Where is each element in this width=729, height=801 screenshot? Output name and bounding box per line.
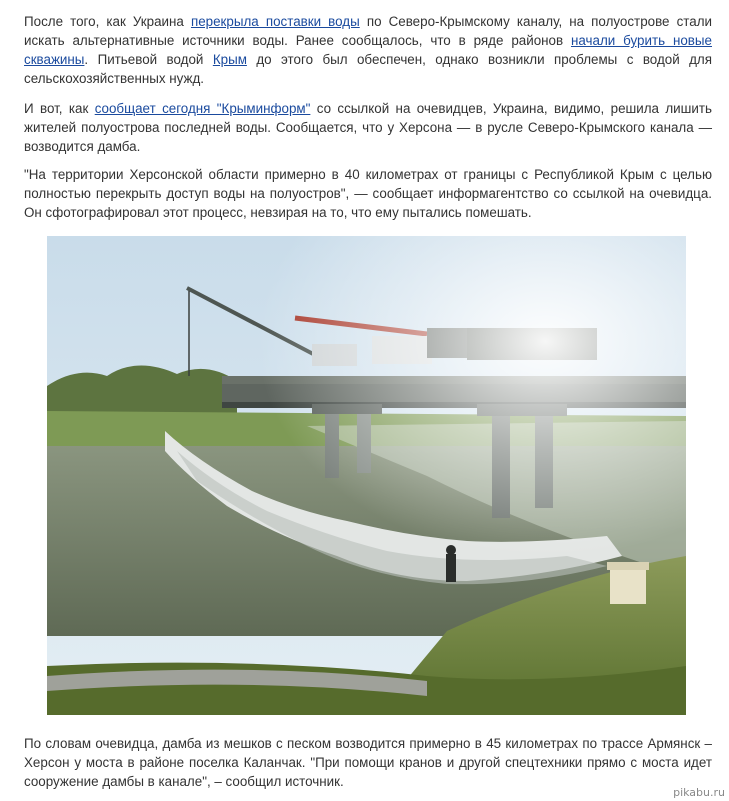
pikabu-watermark: pikabu.ru: [673, 786, 725, 799]
link-krymimform[interactable]: сообщает сегодня "Крыминформ": [94, 101, 311, 116]
paragraph-eyewitness: По словам очевидца, дамба из мешков с песком возводится примерно в 45 километрах по трассе Армянск – Херсон у моста в районе поселка Каланчак. "При помощи кранов и другой спецтехники прямо с моста идет сооружение дамбы в канале", – сообщил источник.: [24, 736, 712, 789]
text: И вот, как: [24, 101, 95, 116]
paragraph-quote: "На территории Херсонской области примерно в 40 километрах от границы с Республикой Крым с целью полностью перекрыть доступ воды на полуостров", — сообщает информагентство со ссылкой на очевидца. Он сфотографировал этот процесс, невзирая на то, что ему пытались помешать.: [24, 167, 712, 220]
link-water-supply-cut[interactable]: перекрыла поставки воды: [190, 14, 360, 29]
text: до этого был обеспечен, однако возникли проблемы с водой для сельскохозяйственных нужд.: [24, 52, 712, 86]
dam-construction-photo: [47, 236, 686, 715]
paragraph-report: [24, 99, 712, 156]
link-crimea[interactable]: Крым: [212, 52, 247, 67]
text: . Питьевой водой: [84, 52, 213, 67]
link-new-wells[interactable]: начали бурить новые скважины: [24, 33, 712, 67]
paragraph-intro: [24, 12, 712, 88]
text: После того, как Украина: [24, 14, 191, 29]
text: со ссылкой на очевидцев, Украина, видимо, решила лишить жителей полуострова последней воды. Сообщается, что у Херсона — в русле Северо-Крымского канала — возводится дамба.: [24, 101, 712, 154]
text: по Северо-Крымскому каналу, на полуострове стали искать альтернативные источники воды. Ранее сообщалось, что в ряде районов: [24, 14, 712, 48]
sun-glare: [47, 236, 686, 715]
